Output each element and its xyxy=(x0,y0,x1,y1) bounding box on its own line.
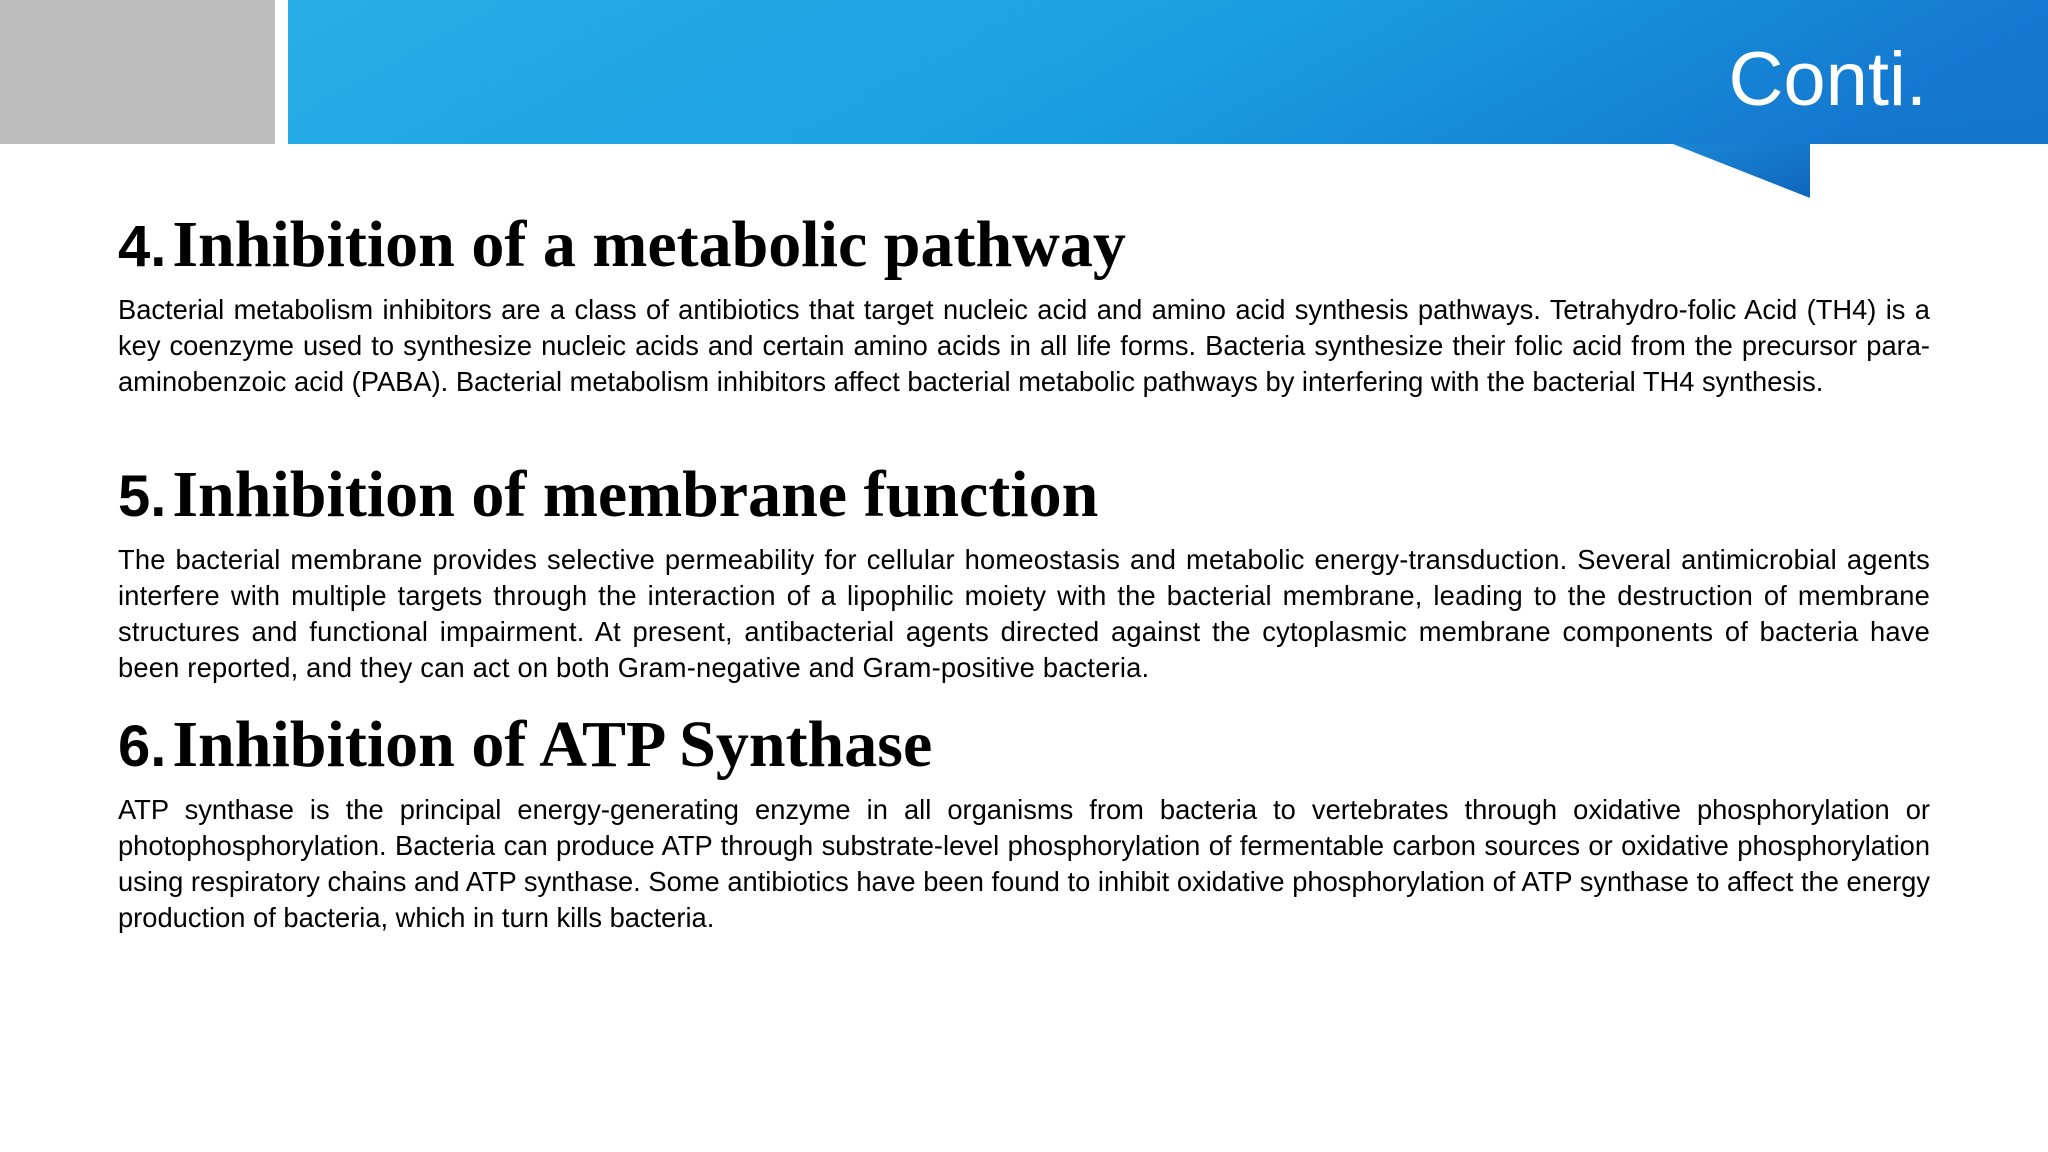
section-title: Inhibition of membrane function xyxy=(172,458,1099,531)
section-heading xyxy=(118,700,1930,790)
slide-title: Conti. xyxy=(1728,37,1927,122)
section-number: 4. xyxy=(118,214,167,279)
section-atp-synthase xyxy=(118,700,1930,936)
section-body: Bacterial metabolism inhibitors are a class of antibiotics that target nucleic acid and amino acid synthesis pathways. Tetrahydro-folic Acid (TH4) is a key coenzyme used to synthesize nucleic acids and certain amino acids in all life forms. Bacteria synthesize their folic acid from the precursor para-aminobenzoic acid (PABA). Bacterial metabolism inhibitors affect bacterial metabolic pathways by interfering with the bacterial TH4 synthesis. xyxy=(118,294,1930,397)
section-title: Inhibition of ATP Synthase xyxy=(172,708,933,781)
section-body: ATP synthase is the principal energy-generating enzyme in all organisms from bacteria to vertebrates through oxidative phosphorylation or photophosphorylation. Bacteria can produce ATP through substrate-level phosphorylation of fermentable carbon sources or oxidative phosphorylation using respiratory chains and ATP synthase. Some antibiotics have been found to inhibit oxidative phosphorylation of ATP synthase to affect the energy production of bacteria, which in turn kills bacteria. xyxy=(118,794,1930,933)
section-number: 5. xyxy=(118,464,167,529)
section-membrane-function xyxy=(118,450,1930,686)
section-number: 6. xyxy=(118,714,167,779)
section-heading xyxy=(118,200,1930,290)
section-title: Inhibition of a metabolic pathway xyxy=(172,208,1126,281)
header-gray-block xyxy=(0,0,275,144)
section-metabolic-pathway xyxy=(118,200,1930,436)
section-heading xyxy=(118,450,1930,540)
content-area xyxy=(118,200,1930,936)
section-body: The bacterial membrane provides selective permeability for cellular homeostasis and metabolic energy-transduction. Several antimicrobial agents interfere with multiple targets through the interaction of a lipophilic moiety with the bacterial membrane, leading to the destruction of membrane structures and functional impairment. At present, antibacterial agents directed against the cytoplasmic membrane components of bacteria have been reported, and they can act on both Gram-negative and Gram-positive bacteria. xyxy=(118,544,1930,683)
